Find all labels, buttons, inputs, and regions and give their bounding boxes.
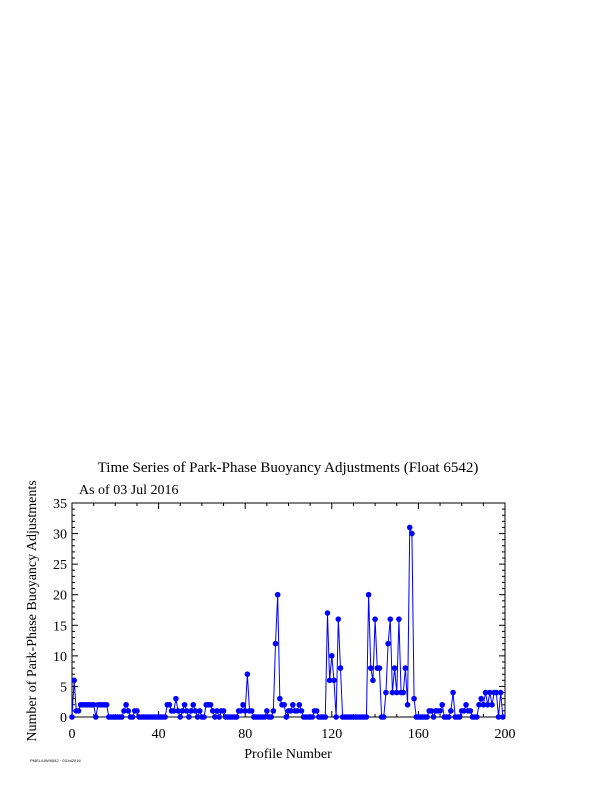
x-tick-label: 160 bbox=[407, 727, 429, 742]
data-point bbox=[264, 708, 270, 714]
data-point bbox=[409, 531, 415, 537]
y-tick-label: 25 bbox=[53, 558, 67, 574]
data-point bbox=[377, 665, 383, 671]
x-axis-label: Profile Number bbox=[244, 747, 332, 762]
data-point bbox=[411, 696, 417, 702]
data-point bbox=[234, 714, 240, 720]
y-tick-label: 30 bbox=[53, 527, 67, 543]
data-point bbox=[424, 714, 430, 720]
plot-border bbox=[72, 503, 505, 717]
chart-subtitle: As of 03 Jul 2016 bbox=[79, 483, 179, 498]
data-point bbox=[448, 708, 454, 714]
data-point bbox=[437, 708, 443, 714]
data-point bbox=[271, 708, 277, 714]
data-point bbox=[457, 714, 463, 720]
data-point bbox=[125, 708, 131, 714]
x-tick-label: 120 bbox=[321, 727, 343, 742]
data-point bbox=[314, 708, 320, 714]
data-point bbox=[186, 714, 192, 720]
data-point bbox=[474, 714, 480, 720]
data-point bbox=[104, 702, 110, 708]
data-point bbox=[333, 714, 339, 720]
data-point bbox=[385, 641, 391, 647]
data-point bbox=[329, 653, 335, 659]
y-axis-label: Number of Park-Phase Buoyancy Adjustments bbox=[25, 480, 40, 742]
data-point bbox=[381, 714, 387, 720]
data-point bbox=[123, 702, 129, 708]
data-point bbox=[498, 690, 504, 696]
x-tick-label: 80 bbox=[238, 727, 253, 742]
chart-title: Time Series of Park-Phase Buoyancy Adjustments (Float 6542) bbox=[97, 460, 479, 476]
y-tick-label: 20 bbox=[53, 588, 67, 604]
data-point bbox=[273, 641, 279, 647]
data-point bbox=[431, 714, 437, 720]
y-tick-label: 5 bbox=[60, 680, 67, 696]
data-point bbox=[197, 708, 203, 714]
data-point bbox=[335, 616, 341, 622]
data-point bbox=[119, 714, 125, 720]
data-point bbox=[134, 708, 140, 714]
data-point bbox=[284, 714, 290, 720]
y-tick-label: 0 bbox=[60, 711, 67, 726]
series-line bbox=[72, 527, 503, 717]
data-point bbox=[76, 708, 82, 714]
data-point bbox=[275, 592, 281, 598]
data-point bbox=[249, 708, 255, 714]
data-point bbox=[370, 678, 376, 684]
data-point bbox=[450, 690, 456, 696]
data-point bbox=[387, 616, 393, 622]
data-point bbox=[208, 702, 214, 708]
data-point bbox=[463, 702, 469, 708]
data-point bbox=[177, 714, 183, 720]
data-point bbox=[396, 616, 402, 622]
data-point bbox=[69, 714, 75, 720]
data-point bbox=[372, 616, 378, 622]
data-point bbox=[310, 714, 316, 720]
data-point bbox=[323, 714, 329, 720]
data-point bbox=[325, 610, 331, 616]
data-point bbox=[331, 678, 337, 684]
data-point bbox=[368, 665, 374, 671]
y-tick-label: 15 bbox=[53, 619, 67, 635]
data-point bbox=[338, 665, 344, 671]
data-point bbox=[489, 702, 495, 708]
data-point bbox=[201, 714, 207, 720]
data-point bbox=[162, 714, 168, 720]
data-point bbox=[392, 665, 398, 671]
data-point bbox=[500, 714, 506, 720]
data-series bbox=[69, 525, 505, 720]
x-tick-label: 200 bbox=[494, 727, 516, 742]
data-point bbox=[216, 714, 222, 720]
y-tick-label: 10 bbox=[53, 649, 67, 665]
data-point bbox=[297, 702, 303, 708]
data-point bbox=[383, 690, 389, 696]
x-tick-label: 0 bbox=[68, 727, 76, 742]
data-point bbox=[245, 671, 251, 677]
data-point bbox=[366, 592, 372, 598]
data-point bbox=[182, 702, 188, 708]
data-point bbox=[277, 696, 283, 702]
data-point bbox=[268, 714, 274, 720]
data-point bbox=[130, 714, 136, 720]
data-point bbox=[173, 696, 179, 702]
data-point bbox=[290, 702, 296, 708]
data-point bbox=[407, 525, 413, 531]
data-point bbox=[468, 708, 474, 714]
data-point bbox=[400, 690, 406, 696]
data-point bbox=[281, 702, 287, 708]
y-tick-label: 35 bbox=[53, 497, 67, 512]
data-point bbox=[167, 702, 173, 708]
data-point bbox=[478, 696, 484, 702]
data-point bbox=[405, 702, 411, 708]
footer-label: PMEL/UW/6542 · 03Jul2016 bbox=[30, 758, 81, 763]
data-point bbox=[446, 714, 452, 720]
x-tick-label: 40 bbox=[151, 727, 166, 742]
data-point bbox=[221, 708, 227, 714]
data-point bbox=[93, 714, 99, 720]
data-point bbox=[439, 702, 445, 708]
data-point bbox=[240, 702, 246, 708]
data-point bbox=[364, 714, 370, 720]
plot-frame bbox=[72, 503, 505, 717]
data-point bbox=[71, 678, 77, 684]
data-point bbox=[403, 665, 409, 671]
data-point bbox=[299, 708, 305, 714]
data-point bbox=[190, 702, 196, 708]
